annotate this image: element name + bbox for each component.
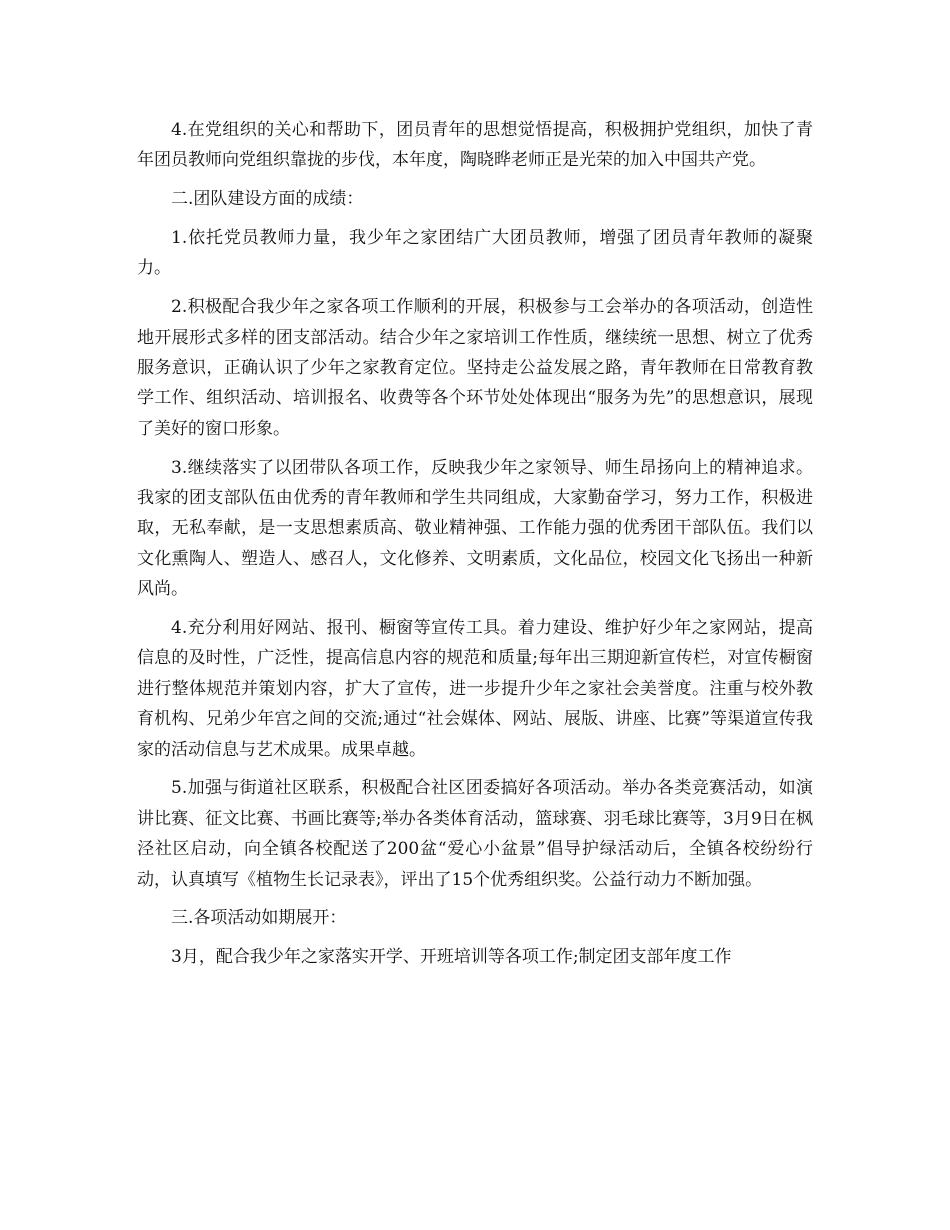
document-body	[137, 115, 813, 981]
paragraph-item-4: 4.充分利用好网站、报刊、橱窗等宣传工具。着力建设、维护好少年之家网站，提高信息的及时性，广泛性，提高信息内容的规范和质量;每年出三期迎新宣传栏，对宣传橱窗进行整体规范并策划内容，扩大了宣传，进一步提升少年之家社会美誉度。注重与校外教育机构、兄弟少年宫之间的交流;通过“社会媒体、网站、展版、讲座、比赛”等渠道宣传我家的活动信息与艺术成果。成果卓越。	[137, 618, 813, 760]
paragraph-item-3: 3.继续落实了以团带队各项工作，反映我少年之家领导、师生昂扬向上的精神追求。我家的团支部队伍由优秀的青年教师和学生共同组成，大家勤奋学习，努力工作，积极进取，无私奉献，是一支思想素质高、敬业精神强、工作能力强的优秀团干部队伍。我们以文化熏陶人、塑造人、感召人，文化修养、文明素质，文化品位，校园文化飞扬出一种新风尚。	[137, 457, 813, 600]
paragraph-item-2: 2.积极配合我少年之家各项工作顺利的开展，积极参与工会举办的各项活动，创造性地开展形式多样的团支部活动。结合少年之家培训工作性质，继续统一思想、树立了优秀服务意识，正确认识了少年之家教育定位。坚持走公益发展之路，青年教师在日常教育教学工作、组织活动、培训报名、收费等各个环节处处体现出“服务为先”的思想意识，展现了美好的窗口形象。	[137, 297, 813, 439]
section-heading-team-building: 二.团队建设方面的成绩：	[171, 189, 364, 210]
paragraph-party-support: 4.在党组织的关心和帮助下，团员青年的思想觉悟提高，积极拥护党组织，加快了青年团员教师向党组织靠拢的步伐，本年度，陶晓晔老师正是光荣的加入中国共产党。	[137, 120, 813, 171]
paragraph-item-5: 5.加强与街道社区联系，积极配合社区团委搞好各项活动。举办各类竞赛活动，如演讲比赛、征文比赛、书画比赛等;举办各类体育活动，篮球赛、羽毛球比赛等，3月9日在枫泾社区启动，向全镇各校配送了200盆“爱心小盆景”倡导护绿活动后，全镇各校纷纷行动，认真填写《植物生长记录表》，评出了15个优秀组织奖。公益行动力不断加强。	[137, 778, 813, 890]
section-heading-activities: 三.各项活动如期展开：	[171, 908, 347, 929]
paragraph-item-1: 1.依托党员教师力量，我少年之家团结广大团员教师，增强了团员青年教师的凝聚力。	[137, 228, 813, 279]
paragraph-march: 3月，配合我少年之家落实开学、开班培训等各项工作;制定团支部年度工作	[171, 947, 732, 968]
